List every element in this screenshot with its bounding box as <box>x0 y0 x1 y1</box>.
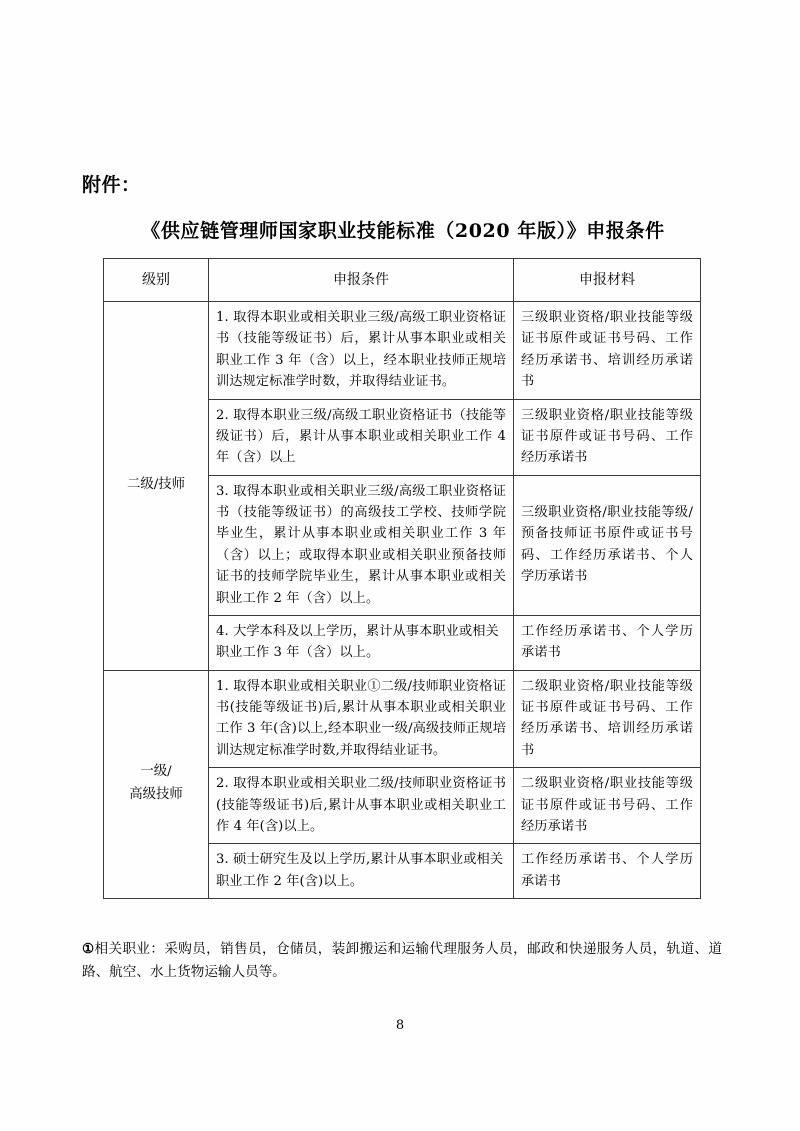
table-row <box>104 302 701 400</box>
requirements-table <box>103 258 701 899</box>
condition-cell: 4. 大学本科及以上学历，累计从事本职业或相关职业工作 3 年（含）以上。 <box>209 615 514 670</box>
condition-cell: 1. 取得本职业或相关职业三级/高级工职业资格证书（技能等级证书）后，累计从事本职业或相关职业工作 3 年（含）以上，经本职业技师正规培训达规定标准学时数，并取得结业证书。 <box>209 302 514 400</box>
material-cell: 三级职业资格/职业技能等级/预备技师证书原件或证书号码、工作经历承诺书、个人学历承诺书 <box>514 475 701 615</box>
footnote <box>82 938 722 985</box>
condition-cell: 2. 取得本职业三级/高级工职业资格证书（技能等级证书）后，累计从事本职业或相关职业工作 4 年（含）以上 <box>209 399 514 475</box>
material-cell: 工作经历承诺书、个人学历承诺书 <box>514 615 701 670</box>
column-header-level: 级别 <box>104 259 209 302</box>
level-label-line-2: 高级技师 <box>129 786 183 802</box>
material-cell: 三级职业资格/职业技能等级证书原件或证书号码、工作经历承诺书 <box>514 399 701 475</box>
material-cell: 二级职业资格/职业技能等级证书原件或证书号码、工作经历承诺书 <box>514 768 701 844</box>
material-cell: 三级职业资格/职业技能等级证书原件或证书号码、工作经历承诺书、培训经历承诺书 <box>514 302 701 400</box>
level-label-group-1: 二级/技师 <box>104 302 209 671</box>
level-label-line-1: 一级/ <box>140 764 172 780</box>
footnote-marker: ① <box>82 941 95 957</box>
attachment-label: 附件： <box>82 174 141 196</box>
condition-cell: 1. 取得本职业或相关职业①二级/技师职业资格证书(技能等级证书)后,累计从事本职业或相关职业工作 3 年(含)以上,经本职业一级/高级技师正规培训达规定标准学时数,并取得结业证书。 <box>209 670 514 768</box>
material-cell: 二级职业资格/职业技能等级证书原件或证书号码、工作经历承诺书、培训经历承诺书 <box>514 670 701 768</box>
condition-cell: 3. 取得本职业或相关职业三级/高级工职业资格证书（技能等级证书）的高级技工学校、技师学院毕业生，累计从事本职业或相关职业工作 3 年（含）以上；或取得本职业或相关职业预备技师证书的技师学院毕业生，累计从事本职业或相关职业工作 2 年（含）以上。 <box>209 475 514 615</box>
column-header-materials: 申报材料 <box>514 259 701 302</box>
table-row <box>104 670 701 768</box>
condition-cell: 2. 取得本职业或相关职业二级/技师职业资格证书(技能等级证书)后,累计从事本职业或相关职业工作 4 年(含)以上。 <box>209 768 514 844</box>
material-cell: 工作经历承诺书、个人学历承诺书 <box>514 844 701 899</box>
page-title: 《供应链管理师国家职业技能标准（2020 年版）》申报条件 <box>141 220 665 242</box>
condition-cell: 3. 硕士研究生及以上学历,累计从事本职业或相关职业工作 2 年(含)以上。 <box>209 844 514 899</box>
footnote-text: 相关职业：采购员，销售员，仓储员，装卸搬运和运输代理服务人员，邮政和快递服务人员，轨道、道路、航空、水上货物运输人员等。 <box>82 941 722 981</box>
level-label-group-2 <box>104 670 209 898</box>
page-number: 8 <box>395 1018 405 1033</box>
column-header-conditions: 申报条件 <box>209 259 514 302</box>
table-header-row <box>104 259 701 302</box>
